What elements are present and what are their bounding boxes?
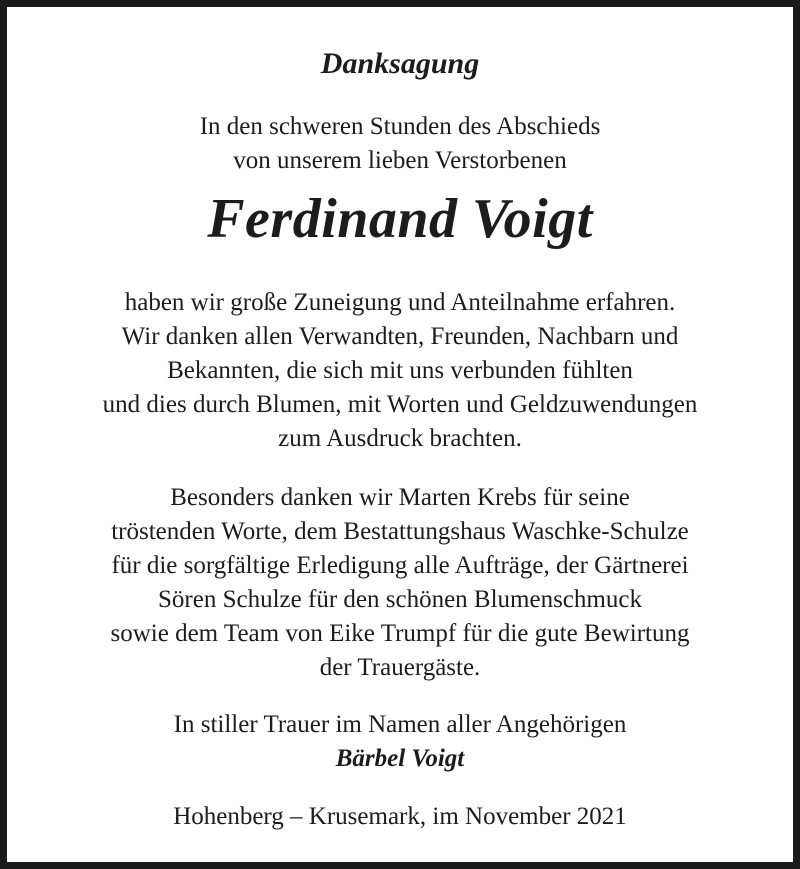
paragraph-line: Bekannten, die sich mit uns verbunden fühlten [167,357,633,384]
paragraph-line: zum Ausdruck brachten. [278,425,522,452]
intro-line: In den schweren Stunden des Abschieds [199,113,601,140]
deceased-name: Ferdinand Voigt [207,188,593,250]
paragraph-line: Sören Schulze für den schönen Blumenschmuck [158,586,642,613]
closing-text: In stiller Trauer im Namen aller Angehörigen [173,711,627,738]
paragraph-line: für die sorgfältige Erledigung alle Aufträge, der Gärtnerei [111,552,689,579]
notice-title: Danksagung [320,47,480,80]
paragraph-line: Wir danken allen Verwandten, Freunden, Nachbarn und [121,323,679,350]
thanks-paragraph-1 [7,286,793,456]
paragraph-line: und dies durch Blumen, mit Worten und Geldzuwendungen [102,391,698,418]
thanks-paragraph-2 [7,481,793,685]
intro-line: von unserem lieben Verstorbenen [233,147,567,174]
paragraph-line: Besonders danken wir Marten Krebs für seine [170,484,630,511]
paragraph-line: sowie dem Team von Eike Trumpf für die gute Bewirtung [110,620,690,647]
paragraph-line: haben wir große Zuneigung und Anteilnahme erfahren. [124,289,676,316]
paragraph-line: tröstenden Worte, dem Bestattungshaus Waschke-Schulze [111,518,689,545]
signer-name: Bärbel Voigt [335,745,465,772]
paragraph-line: der Trauergäste. [319,654,481,681]
place-date: Hohenberg – Krusemark, im November 2021 [173,803,627,830]
intro-text [7,110,793,178]
